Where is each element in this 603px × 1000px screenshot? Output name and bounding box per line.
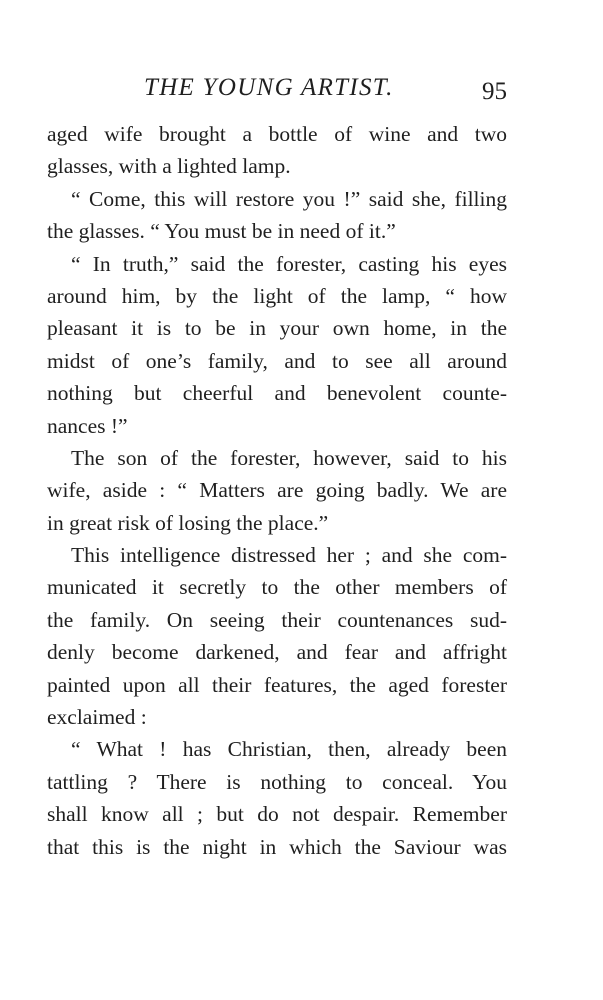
- text-line: pleasant it is to be in your own home, in the: [47, 316, 507, 341]
- text-line: nances !”: [47, 413, 128, 438]
- text-line: exclaimed :: [47, 705, 147, 730]
- text-line: glasses, with a lighted lamp.: [47, 154, 291, 179]
- text-line: “ Come, this will restore you !” said she, filling: [71, 186, 507, 211]
- page-number: 95: [482, 78, 507, 105]
- text-line: the family. On seeing their countenances sud-: [47, 607, 507, 632]
- running-title: THE YOUNG ARTIST.: [144, 74, 394, 101]
- text-line: painted upon all their features, the aged forester: [47, 672, 507, 697]
- text-line: “ In truth,” said the forester, casting his eyes: [71, 251, 507, 276]
- text-line: midst of one’s family, and to see all around: [47, 348, 507, 373]
- running-head: [47, 70, 507, 110]
- text-line: aged wife brought a bottle of wine and two: [47, 122, 507, 146]
- text-line: tattling ? There is nothing to conceal. You: [47, 769, 507, 794]
- text-line: in great risk of losing the place.”: [47, 510, 329, 535]
- text-line: municated it secretly to the other members of: [47, 575, 507, 600]
- text-line: wife, aside : “ Matters are going badly. We are: [47, 478, 507, 503]
- text-line: the glasses. “ You must be in need of it.”: [47, 219, 396, 244]
- text-line: “ What ! has Christian, then, already been: [71, 737, 507, 762]
- text-line: nothing but cheerful and benevolent counte-: [47, 381, 507, 406]
- text-line: This intelligence distressed her ; and she com-: [71, 543, 507, 568]
- body-text: [47, 118, 507, 863]
- text-line: around him, by the light of the lamp, “ how: [47, 283, 507, 308]
- text-line: shall know all ; but do not despair. Remember: [47, 802, 507, 827]
- text-line: that this is the night in which the Saviour was: [47, 834, 507, 859]
- text-line: denly become darkened, and fear and affright: [47, 640, 507, 665]
- text-line: The son of the forester, however, said to his: [71, 445, 507, 470]
